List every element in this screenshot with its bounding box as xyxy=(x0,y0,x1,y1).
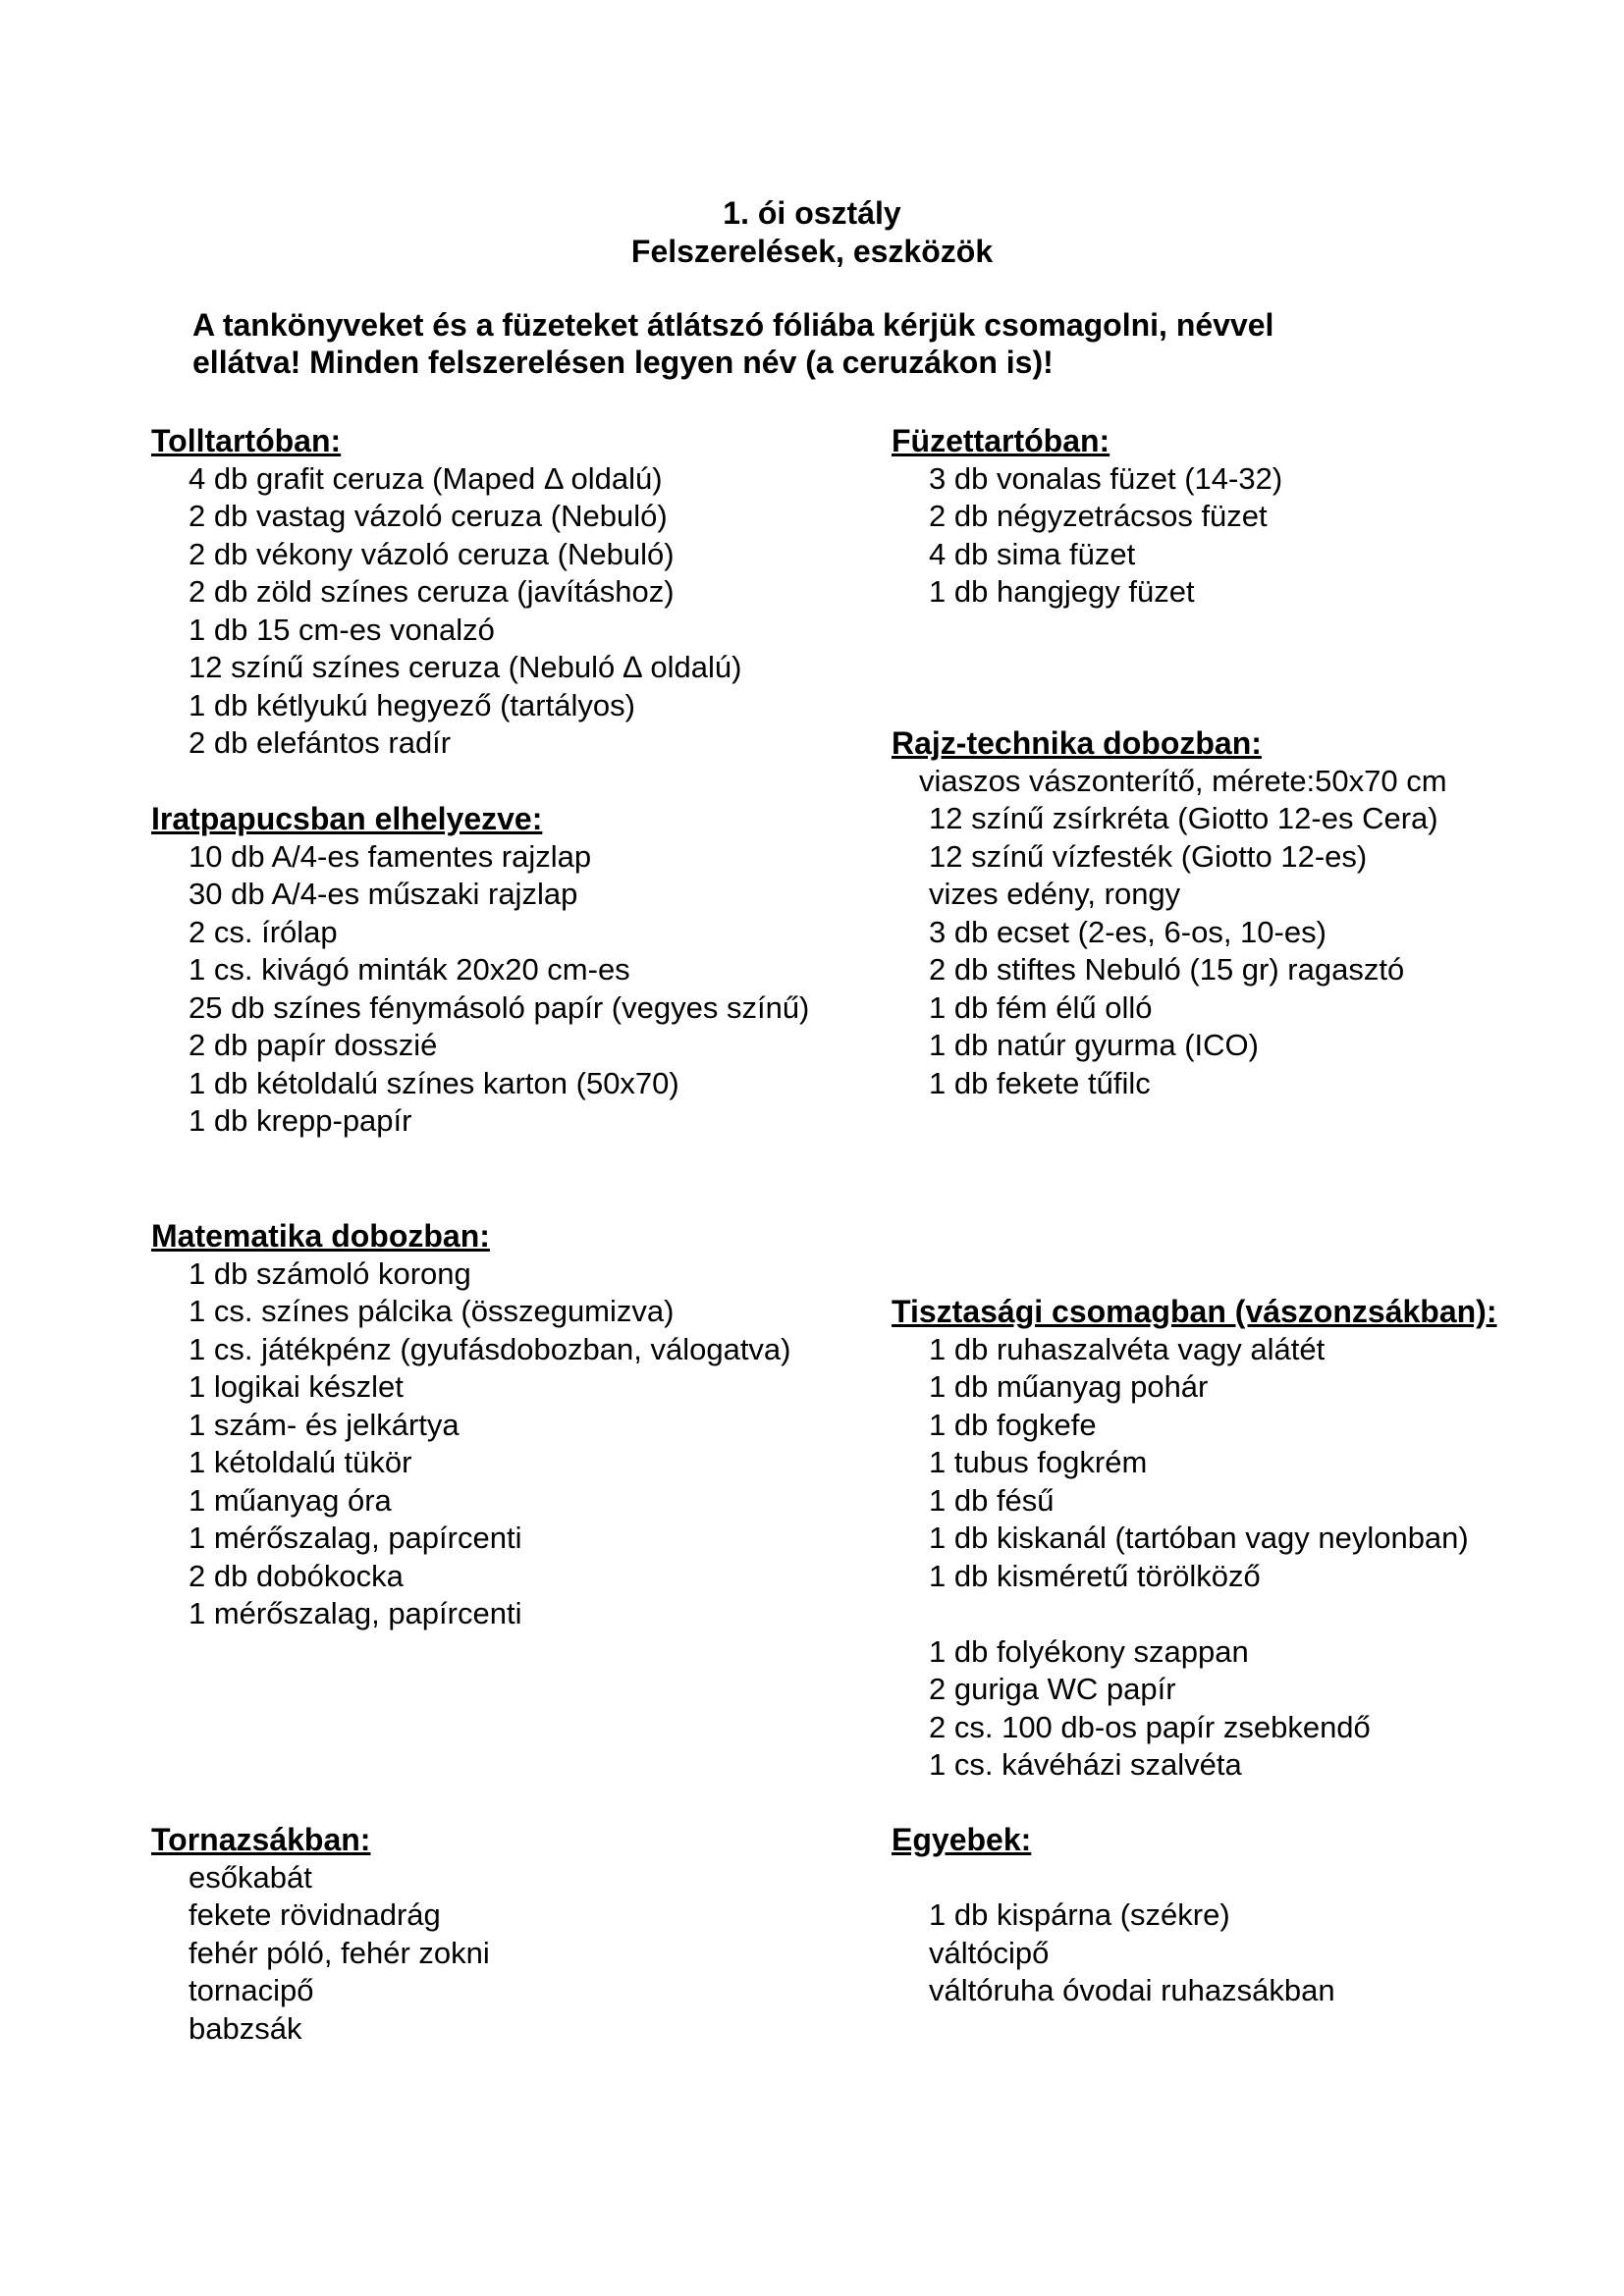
list-item: babzsák xyxy=(189,2010,302,2046)
list-item: 2 db négyzetrácsos füzet xyxy=(929,499,1268,533)
list-item: 4 db grafit ceruza (Maped Δ oldalú) xyxy=(189,460,663,496)
list-item: 1 szám- és jelkártya xyxy=(189,1407,460,1442)
section-heading: Tornazsákban: xyxy=(151,1822,371,1857)
section-tolltarto xyxy=(151,422,741,763)
list-item: tornacipő xyxy=(189,1973,314,2007)
section-iratpapucs xyxy=(151,800,809,1141)
section-tisztasagi xyxy=(892,1293,1496,1785)
list-item: 2 db vastag vázoló ceruza (Nebuló) xyxy=(189,499,668,533)
list-item: 1 cs. kávéházi szalvéta xyxy=(929,1747,1242,1782)
section-heading: Rajz-technika dobozban: xyxy=(892,725,1262,761)
intro-note xyxy=(192,306,1430,381)
page-title: 1. ói osztály xyxy=(723,195,901,231)
list-item: esőkabát xyxy=(189,1859,312,1895)
list-item: 1 cs. kivágó minták 20x20 cm-es xyxy=(189,952,630,987)
section-fuzettarto xyxy=(892,422,1282,612)
list-item: 2 db papír dosszié xyxy=(189,1028,438,1062)
list-item: 1 db krepp-papír xyxy=(189,1103,412,1138)
list-item: 1 db fekete tűfilc xyxy=(929,1065,1151,1100)
list-item: 25 db színes fénymásoló papír (vegyes színű) xyxy=(189,989,810,1025)
list-item: fekete rövidnadrág xyxy=(189,1897,441,1932)
section-rajz xyxy=(892,724,1447,1102)
list-item: váltócipő xyxy=(929,1935,1050,1970)
list-item: 3 db vonalas füzet (14-32) xyxy=(929,460,1283,496)
list-item: 1 db folyékony szappan xyxy=(929,1633,1249,1669)
list-item: 1 mérőszalag, papírcenti xyxy=(189,1521,522,1555)
list-item: 1 db fém élű olló xyxy=(929,989,1153,1025)
list-item: 1 db hangjegy füzet xyxy=(929,574,1195,609)
list-item: 1 db fogkefe xyxy=(929,1407,1097,1442)
list-item: 2 guriga WC papír xyxy=(929,1672,1176,1706)
list-item: 1 logikai készlet xyxy=(189,1369,404,1404)
list-item: 2 db vékony vázoló ceruza (Nebuló) xyxy=(189,536,675,571)
list-item: 1 mérőszalag, papírcenti xyxy=(189,1596,522,1630)
section-tornazsak xyxy=(151,1821,490,2048)
list-item: 1 db fésű xyxy=(929,1482,1055,1518)
list-item: 2 db elefántos radír xyxy=(189,725,452,760)
list-item: 2 db dobókocka xyxy=(189,1558,404,1593)
list-item: 30 db A/4-es műszaki rajzlap xyxy=(189,877,578,911)
list-item: 1 db számoló korong xyxy=(189,1255,471,1291)
section-matematika xyxy=(151,1217,791,1633)
list-item: 1 db ruhaszalvéta vagy alátét xyxy=(929,1331,1326,1366)
list-item: 1 db 15 cm-es vonalzó xyxy=(189,612,495,647)
list-item: 1 tubus fogkrém xyxy=(929,1445,1148,1479)
list-item: 12 színű vízfesték (Giotto 12-es) xyxy=(929,838,1368,874)
list-item: 1 db kispárna (székre) xyxy=(929,1897,1230,1932)
list-item: 1 cs. színes pálcika (összegumizva) xyxy=(189,1294,675,1328)
intro-line: A tankönyveket és a füzeteket átlátszó fóliába kérjük csomagolni, névvel xyxy=(192,307,1274,343)
section-heading: Egyebek: xyxy=(892,1822,1032,1857)
section-heading: Matematika dobozban: xyxy=(151,1218,490,1254)
page-subtitle: Felszerelések, eszközök xyxy=(630,234,994,269)
section-heading: Tisztasági csomagban (vászonzsákban): xyxy=(892,1294,1497,1329)
section-heading: Tolltartóban: xyxy=(151,423,342,458)
list-item: 2 db stiftes Nebuló (15 gr) ragasztó xyxy=(929,952,1405,987)
list-item: fehér póló, fehér zokni xyxy=(189,1935,490,1970)
list-item: 2 db zöld színes ceruza (javításhoz) xyxy=(189,574,675,609)
list-item: vizes edény, rongy xyxy=(929,877,1181,911)
list-item: váltóruha óvodai ruhazsákban xyxy=(929,1973,1335,2007)
intro-line: ellátva! Minden felszerelésen legyen név (a ceruzákon is)! xyxy=(192,345,1054,380)
list-item: 1 db kiskanál (tartóban vagy neylonban) xyxy=(929,1521,1469,1555)
list-item: 1 db kétoldalú színes karton (50x70) xyxy=(189,1065,679,1100)
section-heading: Iratpapucsban elhelyezve: xyxy=(151,801,543,836)
list-item: 1 db natúr gyurma (ICO) xyxy=(929,1028,1259,1062)
section-heading: Füzettartóban: xyxy=(892,423,1110,458)
list-item: 1 db kétlyukú hegyező (tartályos) xyxy=(189,687,635,722)
list-item: 2 cs. 100 db-os papír zsebkendő xyxy=(929,1709,1371,1744)
list-item: 1 db műanyag pohár xyxy=(929,1369,1209,1404)
list-item: 12 színű zsírkréta (Giotto 12-es Cera) xyxy=(929,801,1438,835)
list-item: 10 db A/4-es famentes rajzlap xyxy=(189,838,592,874)
list-item: 12 színű színes ceruza (Nebuló ∆ oldalú) xyxy=(189,650,742,684)
list-item: 1 műanyag óra xyxy=(189,1482,392,1518)
list-item: 4 db sima füzet xyxy=(929,536,1136,571)
list-item: 1 cs. játékpénz (gyufásdobozban, válogatva) xyxy=(189,1331,791,1366)
list-item: 1 db kisméretű törölköző xyxy=(929,1558,1261,1593)
section-egyebek xyxy=(892,1821,1335,2010)
list-item: viaszos vászonterítő, mérete:50x70 cm xyxy=(919,763,1447,798)
list-item: 1 kétoldalú tükör xyxy=(189,1445,412,1479)
list-item: 3 db ecset (2-es, 6-os, 10-es) xyxy=(929,914,1326,949)
list-item: 2 cs. írólap xyxy=(189,914,338,949)
